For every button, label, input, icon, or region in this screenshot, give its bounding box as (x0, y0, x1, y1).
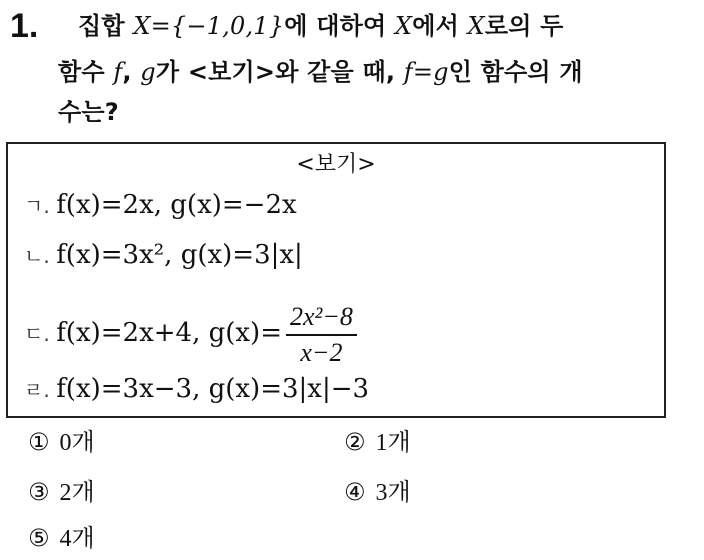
example-item-digeut (24, 302, 357, 368)
item-label: ㄴ. (24, 244, 50, 268)
choice-marker: ③ (28, 478, 50, 506)
stem-text: 에 대하여 (284, 12, 395, 40)
domain-variable-math: X (394, 12, 413, 40)
question-number: 1. (10, 7, 39, 45)
question-stem-line-2 (58, 56, 583, 88)
fraction-numerator: 2x²−8 (286, 302, 357, 336)
choice-5[interactable] (28, 522, 95, 555)
stem-text: 가 <보기>와 같을 때, (155, 58, 404, 86)
fraction-denominator: x−2 (300, 338, 343, 367)
item-label: ㄹ. (24, 378, 50, 402)
example-item-giyeok (24, 188, 297, 223)
stem-text: 인 함수의 개 (448, 58, 583, 86)
question-stem-line-3: 수는? (58, 98, 119, 126)
function-g-math: g (140, 58, 156, 86)
choice-value: 2개 (59, 480, 95, 506)
item-formula: f(x)=2x+4, g(x)= (56, 317, 282, 348)
choice-marker: ⑤ (28, 524, 50, 552)
stem-text: 집합 (78, 12, 134, 40)
function-f-math: f (113, 58, 123, 86)
choice-marker: ① (28, 428, 50, 456)
example-box (6, 142, 666, 418)
codomain-variable-math: X (467, 12, 485, 40)
item-formula: f(x)=3x−3, g(x)=3|x|−3 (56, 374, 370, 404)
choice-2[interactable] (344, 426, 411, 459)
item-label: ㄷ. (24, 321, 50, 346)
stem-text: 함수 (58, 58, 114, 86)
stem-text: 에서 (412, 12, 468, 40)
fraction (286, 302, 357, 368)
choice-value: 1개 (375, 430, 411, 456)
stem-text: 로의 두 (484, 12, 564, 40)
set-definition-math: X={−1,0,1} (133, 12, 285, 40)
item-formula: f(x)=2x, g(x)=−2x (56, 190, 297, 220)
choice-1[interactable] (28, 426, 95, 459)
stem-text: , (122, 58, 141, 86)
choice-marker: ④ (344, 478, 366, 506)
item-label: ㄱ. (24, 194, 50, 218)
choice-marker: ② (344, 428, 366, 456)
item-formula: f(x)=3x², g(x)=3|x| (56, 240, 303, 270)
equality-math: f=g (403, 58, 449, 86)
question-stem-line-1 (78, 10, 564, 42)
example-item-nieun (24, 238, 303, 273)
choice-3[interactable] (28, 476, 95, 509)
example-item-rieul (24, 372, 369, 407)
choice-value: 4개 (59, 526, 95, 552)
choice-value: 3개 (375, 480, 411, 506)
choice-value: 0개 (59, 430, 95, 456)
choice-4[interactable] (344, 476, 411, 509)
example-box-title: <보기> (296, 152, 376, 177)
